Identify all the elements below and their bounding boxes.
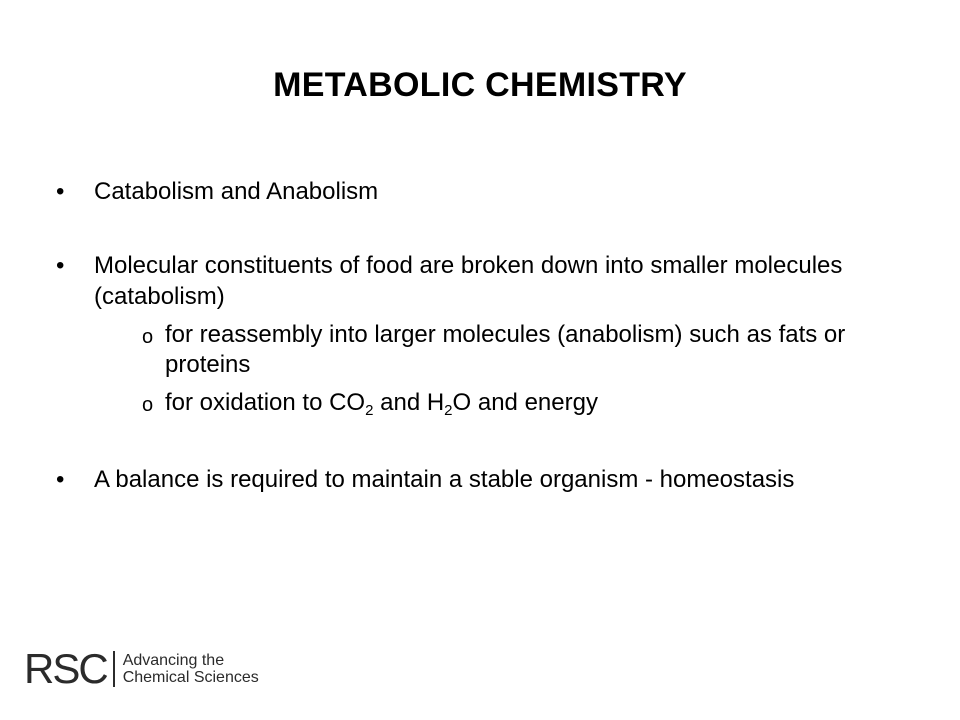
sub-bullet-text [165,389,598,419]
bullet-item [56,464,916,495]
text-part: and H [373,389,445,416]
rsc-logo [24,645,259,692]
text-part: O and energy [452,389,598,416]
logo-tagline-line2: Chemical Sciences [122,669,259,686]
logo-tagline [123,652,259,686]
bullet-list [56,176,916,495]
text-part: for oxidation to CO [165,389,366,416]
slide-title: METABOLIC CHEMISTRY [273,66,687,104]
logo-divider [113,651,115,687]
bullet-text: Molecular constituents of food are broken down into smaller molecules (catabolism) [94,252,843,310]
subscript: 2 [444,402,453,419]
bullet-item [56,250,916,312]
logo-mark: RSC [24,645,107,692]
bullet-text: Catabolism and Anabolism [94,178,379,205]
bullet-marker: • [56,466,65,493]
sub-bullet-text: for reassembly into larger molecules (anabolism) such as fats or proteins [165,321,846,378]
bullet-item [56,176,916,207]
sub-bullet-marker: o [142,326,154,348]
logo-tagline-line1: Advancing the [122,652,225,669]
bullet-text: A balance is required to maintain a stable organism - homeostasis [94,466,795,493]
sub-bullet-item [142,320,916,380]
bullet-marker: • [56,178,65,205]
subscript: 2 [365,402,374,419]
bullet-marker: • [56,252,65,279]
sub-bullet-marker: o [142,394,154,416]
sub-bullet-item [142,388,916,418]
